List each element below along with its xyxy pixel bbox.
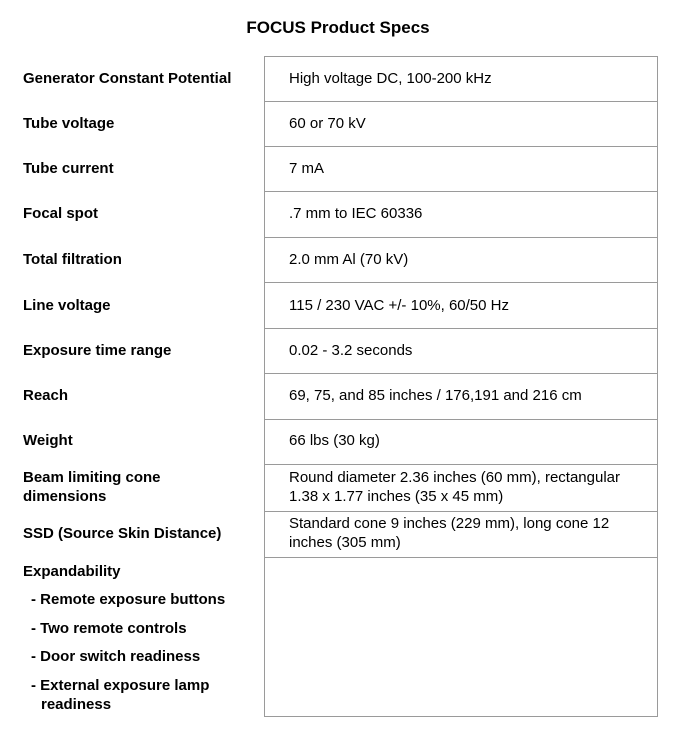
spec-label-beam-cone-line1: Beam limiting cone [23,469,161,486]
spec-value-total-filtration: 2.0 mm Al (70 kV) [289,251,409,268]
row-divider [264,511,658,512]
expandability-heading: Expandability [23,563,121,580]
row-divider [264,328,658,329]
spec-label-exposure-time: Exposure time range [23,342,172,359]
spec-label-ssd: SSD (Source Skin Distance) [23,525,222,542]
row-divider [264,464,658,465]
row-divider [264,282,658,283]
spec-value-tube-current: 7 mA [289,160,325,177]
row-divider [264,419,658,420]
spec-label-total-filtration: Total filtration [23,251,122,268]
spec-value-focal-spot: .7 mm to IEC 60336 [289,205,423,222]
spec-value-reach: 69, 75, and 85 inches / 176,191 and 216 cm [289,387,582,404]
spec-value-tube-voltage: 60 or 70 kV [289,115,366,132]
spec-value-line-voltage: 115 / 230 VAC +/- 10%, 60/50 Hz [289,297,509,314]
row-divider [264,101,658,102]
spec-value-beam-cone-line1: Round diameter 2.36 inches (60 mm), rectangular [289,469,620,486]
spec-value-exposure-time: 0.02 - 3.2 seconds [289,342,413,359]
row-divider [264,191,658,192]
spec-label-beam-cone-line2: dimensions [23,488,107,505]
spec-value-beam-cone-line2: 1.38 x 1.77 inches (35 x 45 mm) [289,488,504,505]
spec-label-generator: Generator Constant Potential [23,70,232,87]
spec-label-weight: Weight [23,432,73,449]
spec-label-focal-spot: Focal spot [23,205,99,222]
expandability-item: - Door switch readiness [31,648,201,665]
row-divider [264,557,658,558]
row-divider [264,146,658,147]
expandability-item: - External exposure lamp [31,677,210,694]
row-divider [264,373,658,374]
expandability-item: - Remote exposure buttons [31,591,226,608]
spec-label-line-voltage: Line voltage [23,297,111,314]
spec-label-tube-voltage: Tube voltage [23,115,115,132]
page-title: FOCUS Product Specs [246,18,430,37]
spec-value-weight: 66 lbs (30 kg) [289,432,380,449]
expandability-item-continued: readiness [41,696,112,713]
spec-label-tube-current: Tube current [23,160,114,177]
expandability-item: - Two remote controls [31,620,187,637]
row-divider [264,237,658,238]
spec-value-ssd-line1: Standard cone 9 inches (229 mm), long cone 12 [289,515,610,532]
spec-label-reach: Reach [23,387,69,404]
spec-value-generator: High voltage DC, 100-200 kHz [289,70,492,87]
spec-value-ssd-line2: inches (305 mm) [289,534,401,551]
